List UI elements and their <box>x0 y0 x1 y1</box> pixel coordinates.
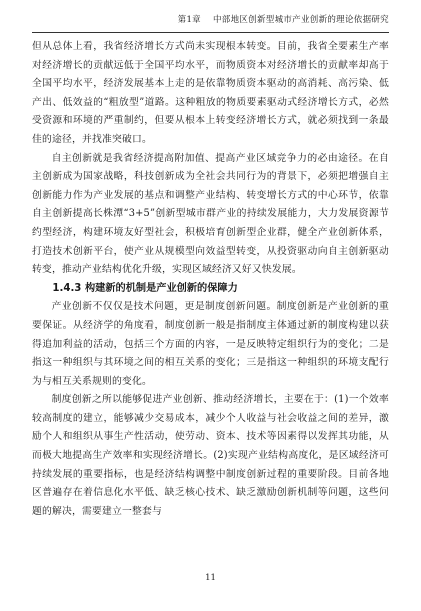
header-title: 中部地区创新型城市产业创新的理论依据研究 <box>212 15 389 25</box>
body-text <box>32 38 389 521</box>
section-title: 构建新的机制是产业创新的保障力 <box>84 282 238 294</box>
paragraph-2: 自主创新就是我省经济提高附加值、提高产业区域竞争力的必由途径。在自主创新成为国家战略，科技创新成为全社会共同行为的背景下，必须把增强自主创新能力作为产业发展的基点和调整产业结构、转变增长方式的中心环节，依靠自主创新提高长株潭“3+5”创新型城市群产业的持续发展能力，大力发展资源节约型经济，构建环境友好型社会，积极培育创新型企业群，健全产业创新体系，打造技术创新平台，使产业从规模型向效益型转变，从投资驱动向自主创新驱动转变，推动产业结构优化升级，实现区域经济又好又快发展。 <box>32 152 389 276</box>
section-heading <box>32 280 389 299</box>
section-number: 1.4.3 <box>52 282 82 294</box>
running-header <box>32 10 389 33</box>
page-number: 11 <box>205 573 216 583</box>
header-chapter: 第1章 <box>177 15 201 25</box>
paragraph-1: 但从总体上看，我省经济增长方式尚未实现根本转变。目前，我省全要素生产率对经济增长的贡献远低于全国平均水平，而物质资本对经济增长的贡献率却高于全国平均水平，经济发展基本上走的是依靠物质资本驱动的高消耗、高污染、低产出、低效益的“粗放型”道路。这种粗放的物质要素驱动式经济增长方式，必然受资源和环境的严重制约，但要从根本上转变经济增长方式，就必须找到一条最佳的途径，并找准突破口。 <box>32 41 389 145</box>
paragraph-4: 制度创新之所以能够促进产业创新、推动经济增长，主要在于：(1)一个效率较高制度的建立，能够减少交易成本，减少个人收益与社会收益之间的差异，激励个人和组织从事生产性活动，使劳动、资本、技术等因素得以发挥其功能，从而极大地提高生产效率和实现经济增长。(2)实现产业结构高度化，是区域经济可持续发展的重要指标，也是经济结构调整中制度创新过程的重要阶段。目前各地区普遍存在着信息化水平低、缺乏核心技术、缺乏激励创新机制等问题，这些问题的解决，需要建立一整套与 <box>32 394 389 517</box>
paragraph-3: 产业创新不仅仅是技术问题，更是制度创新问题。制度创新是产业创新的重要保证。从经济学的角度看，制度创新一般是指制度主体通过新的制度构建以获得追加利益的活动，包括三个方面的内容，一是反映特定组织行为的变化；二是指这一种组织与其环境之间的相互关系的变化；三是指这一种组织的环境支配行为与相互关系规则的变化。 <box>32 301 389 387</box>
